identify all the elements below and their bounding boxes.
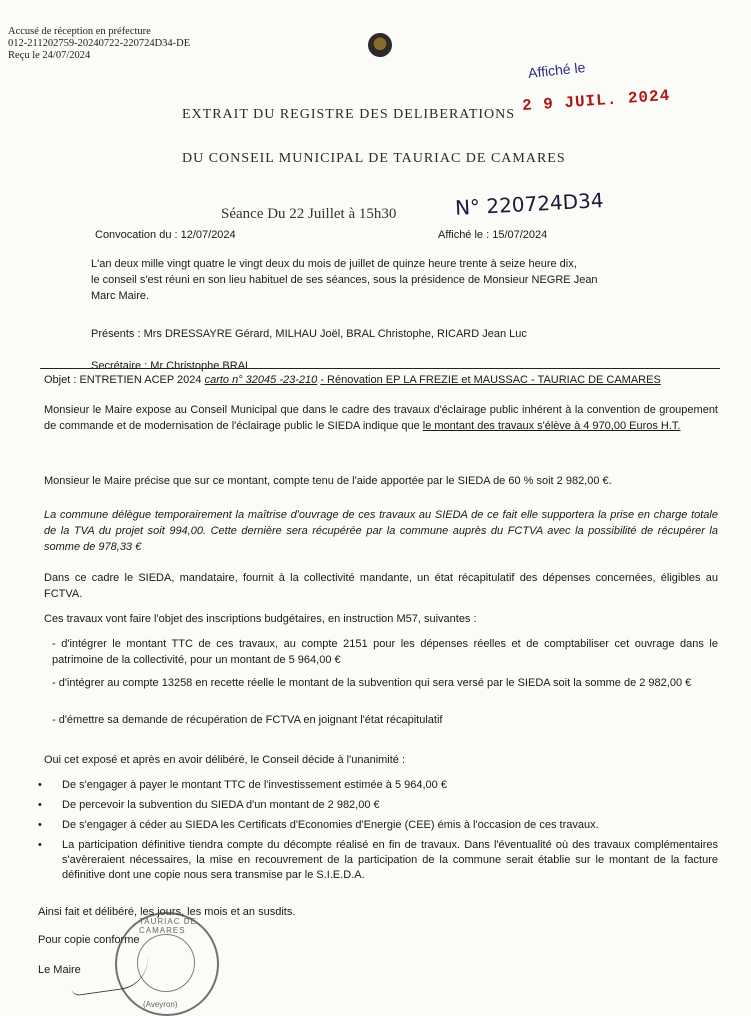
para1-text: Monsieur le Maire expose au Conseil Municipal que dans le cadre des travaux d'éclairage public inhérent à la convention de groupement de commande et de modernisation de l'éclairage public le SIEDA indique que xyxy=(44,404,718,432)
intro-line-3: Marc Maire. xyxy=(91,290,150,302)
municipal-logo-icon xyxy=(368,33,392,57)
affiche-date: Affiché le : 15/07/2024 xyxy=(438,229,548,241)
receipt-line-3: Reçu le 24/07/2024 xyxy=(8,50,91,61)
copie-conforme: Pour copie conforme xyxy=(38,934,140,946)
seance-heading: Séance Du 22 Juillet à 15h30 xyxy=(221,206,397,222)
divider xyxy=(40,368,720,369)
date-stamp: 2 9 JUIL. 2024 xyxy=(521,86,671,116)
maire-label: Le Maire xyxy=(38,964,81,976)
intro-line-1: L'an deux mille vingt quatre le vingt deux du mois de juillet de quinze heure trente à seize heure dix, xyxy=(91,258,577,270)
prefecture-receipt-stamp xyxy=(8,26,190,62)
bullet-item xyxy=(38,818,718,833)
dash-item-1: - d'intégrer le montant TTC de ces travaux, au compte 2151 pour les dépenses réelles et de comptabiliser cet ouvrage dans le patrimoine de la collectivité, pour un montant de 5 964,00 € xyxy=(52,638,718,666)
objet-suffix: - Rénovation EP LA FREZIE et MAUSSAC - TAURIAC DE CAMARES xyxy=(320,374,661,386)
seal-top-text: TAURIAC DE CAMARES xyxy=(139,917,197,935)
document-title: EXTRAIT DU REGISTRE DES DELIBERATIONS xyxy=(182,107,516,122)
presents-line: Présents : Mrs DRESSAYRE Gérard, MILHAU Joël, BRAL Christophe, RICARD Jean Luc xyxy=(91,328,527,340)
secretaire-line: Secrétaire : Mr Christophe BRAL xyxy=(91,360,252,372)
paragraph-inscriptions: Ces travaux vont faire l'objet des inscriptions budgétaires, en instruction M57, suivantes : xyxy=(44,613,477,625)
bullet-dot-icon: • xyxy=(38,779,42,791)
bullet-dot-icon: • xyxy=(38,799,42,811)
receipt-line-1: Accusé de réception en préfecture xyxy=(8,26,151,37)
convocation-date: Convocation du : 12/07/2024 xyxy=(95,229,236,241)
closing-statement: Ainsi fait et délibéré, les jours, les mois et an susdits. xyxy=(38,906,296,918)
handwritten-number: N° 220724D34 xyxy=(454,188,605,220)
objet-prefix: Objet : ENTRETIEN ACEP 2024 xyxy=(44,374,202,386)
objet-line xyxy=(44,374,661,386)
bullet-dot-icon: • xyxy=(38,839,42,851)
para1-amount: le montant des travaux s'élève à 4 970,00 Euros H.T. xyxy=(422,420,681,432)
bullet-dot-icon: • xyxy=(38,819,42,831)
seal-bottom-text: (Aveyron) xyxy=(143,1000,178,1009)
intro-paragraph xyxy=(91,256,651,304)
bullet-text: La participation définitive tiendra compte du décompte réalisé en fin de travaux. Dans l'éventualité où des travaux complémentaires s'avèreraient nécessaires, la mise en recouvrement de la participation de la commune serait établie sur le montant de la facture définitive dont une copie nous sera transmise par le S.I.E.D.A. xyxy=(62,839,718,881)
receipt-line-2: 012-211202759-20240722-220724D34-DE xyxy=(8,38,191,49)
bullet-item xyxy=(38,838,718,881)
decision-line: Oui cet exposé et après en avoir délibéré, le Conseil décide à l'unanimité : xyxy=(44,754,406,766)
paragraph-expose xyxy=(44,402,718,434)
bullet-item xyxy=(38,798,718,813)
intro-line-2: le conseil s'est réuni en son lieu habituel de ses séances, sous la présidence de Monsieur NEGRE Jean xyxy=(91,274,598,286)
bullet-text: De percevoir la subvention du SIEDA d'un montant de 2 982,00 € xyxy=(62,799,380,811)
dash-item-2: - d'intégrer au compte 13258 en recette réelle le montant de la subvention qui sera versé par le SIEDA soit la somme de 2 982,00 € xyxy=(52,677,692,689)
objet-carto: carto n° 32045 -23-210 xyxy=(204,374,318,386)
bullet-text: De s'engager à céder au SIEDA les Certificats d'Economies d'Energie (CEE) émis à l'occasion de ces travaux. xyxy=(62,819,599,831)
bullet-text: De s'engager à payer le montant TTC de l'investissement estimée à 5 964,00 € xyxy=(62,779,447,791)
affiche-stamp: Affiché le xyxy=(527,59,587,81)
dash-item-3: - d'émettre sa demande de récupération de FCTVA en joignant l'état récapitulatif xyxy=(52,714,443,726)
paragraph-delegation: La commune délègue temporairement la maîtrise d'ouvrage de ces travaux au SIEDA de ce fait elle supportera la prise en charge totale de la TVA du projet soit 994,00. Cette dernière sera récupérée par la commune auprès du FCTVA avec la possibilité de récupérer la somme de 978,33 € xyxy=(44,509,718,553)
document-subtitle: DU CONSEIL MUNICIPAL DE TAURIAC DE CAMARES xyxy=(182,151,566,166)
paragraph-cadre: Dans ce cadre le SIEDA, mandataire, fournit à la collectivité mandante, un état récapitulatif des dépenses concernées, éligibles au FCTVA. xyxy=(44,572,718,600)
paragraph-precise: Monsieur le Maire précise que sur ce montant, compte tenu de l'aide apportée par le SIEDA de 60 % soit 2 982,00 €. xyxy=(44,475,612,487)
bullet-item xyxy=(38,778,718,793)
